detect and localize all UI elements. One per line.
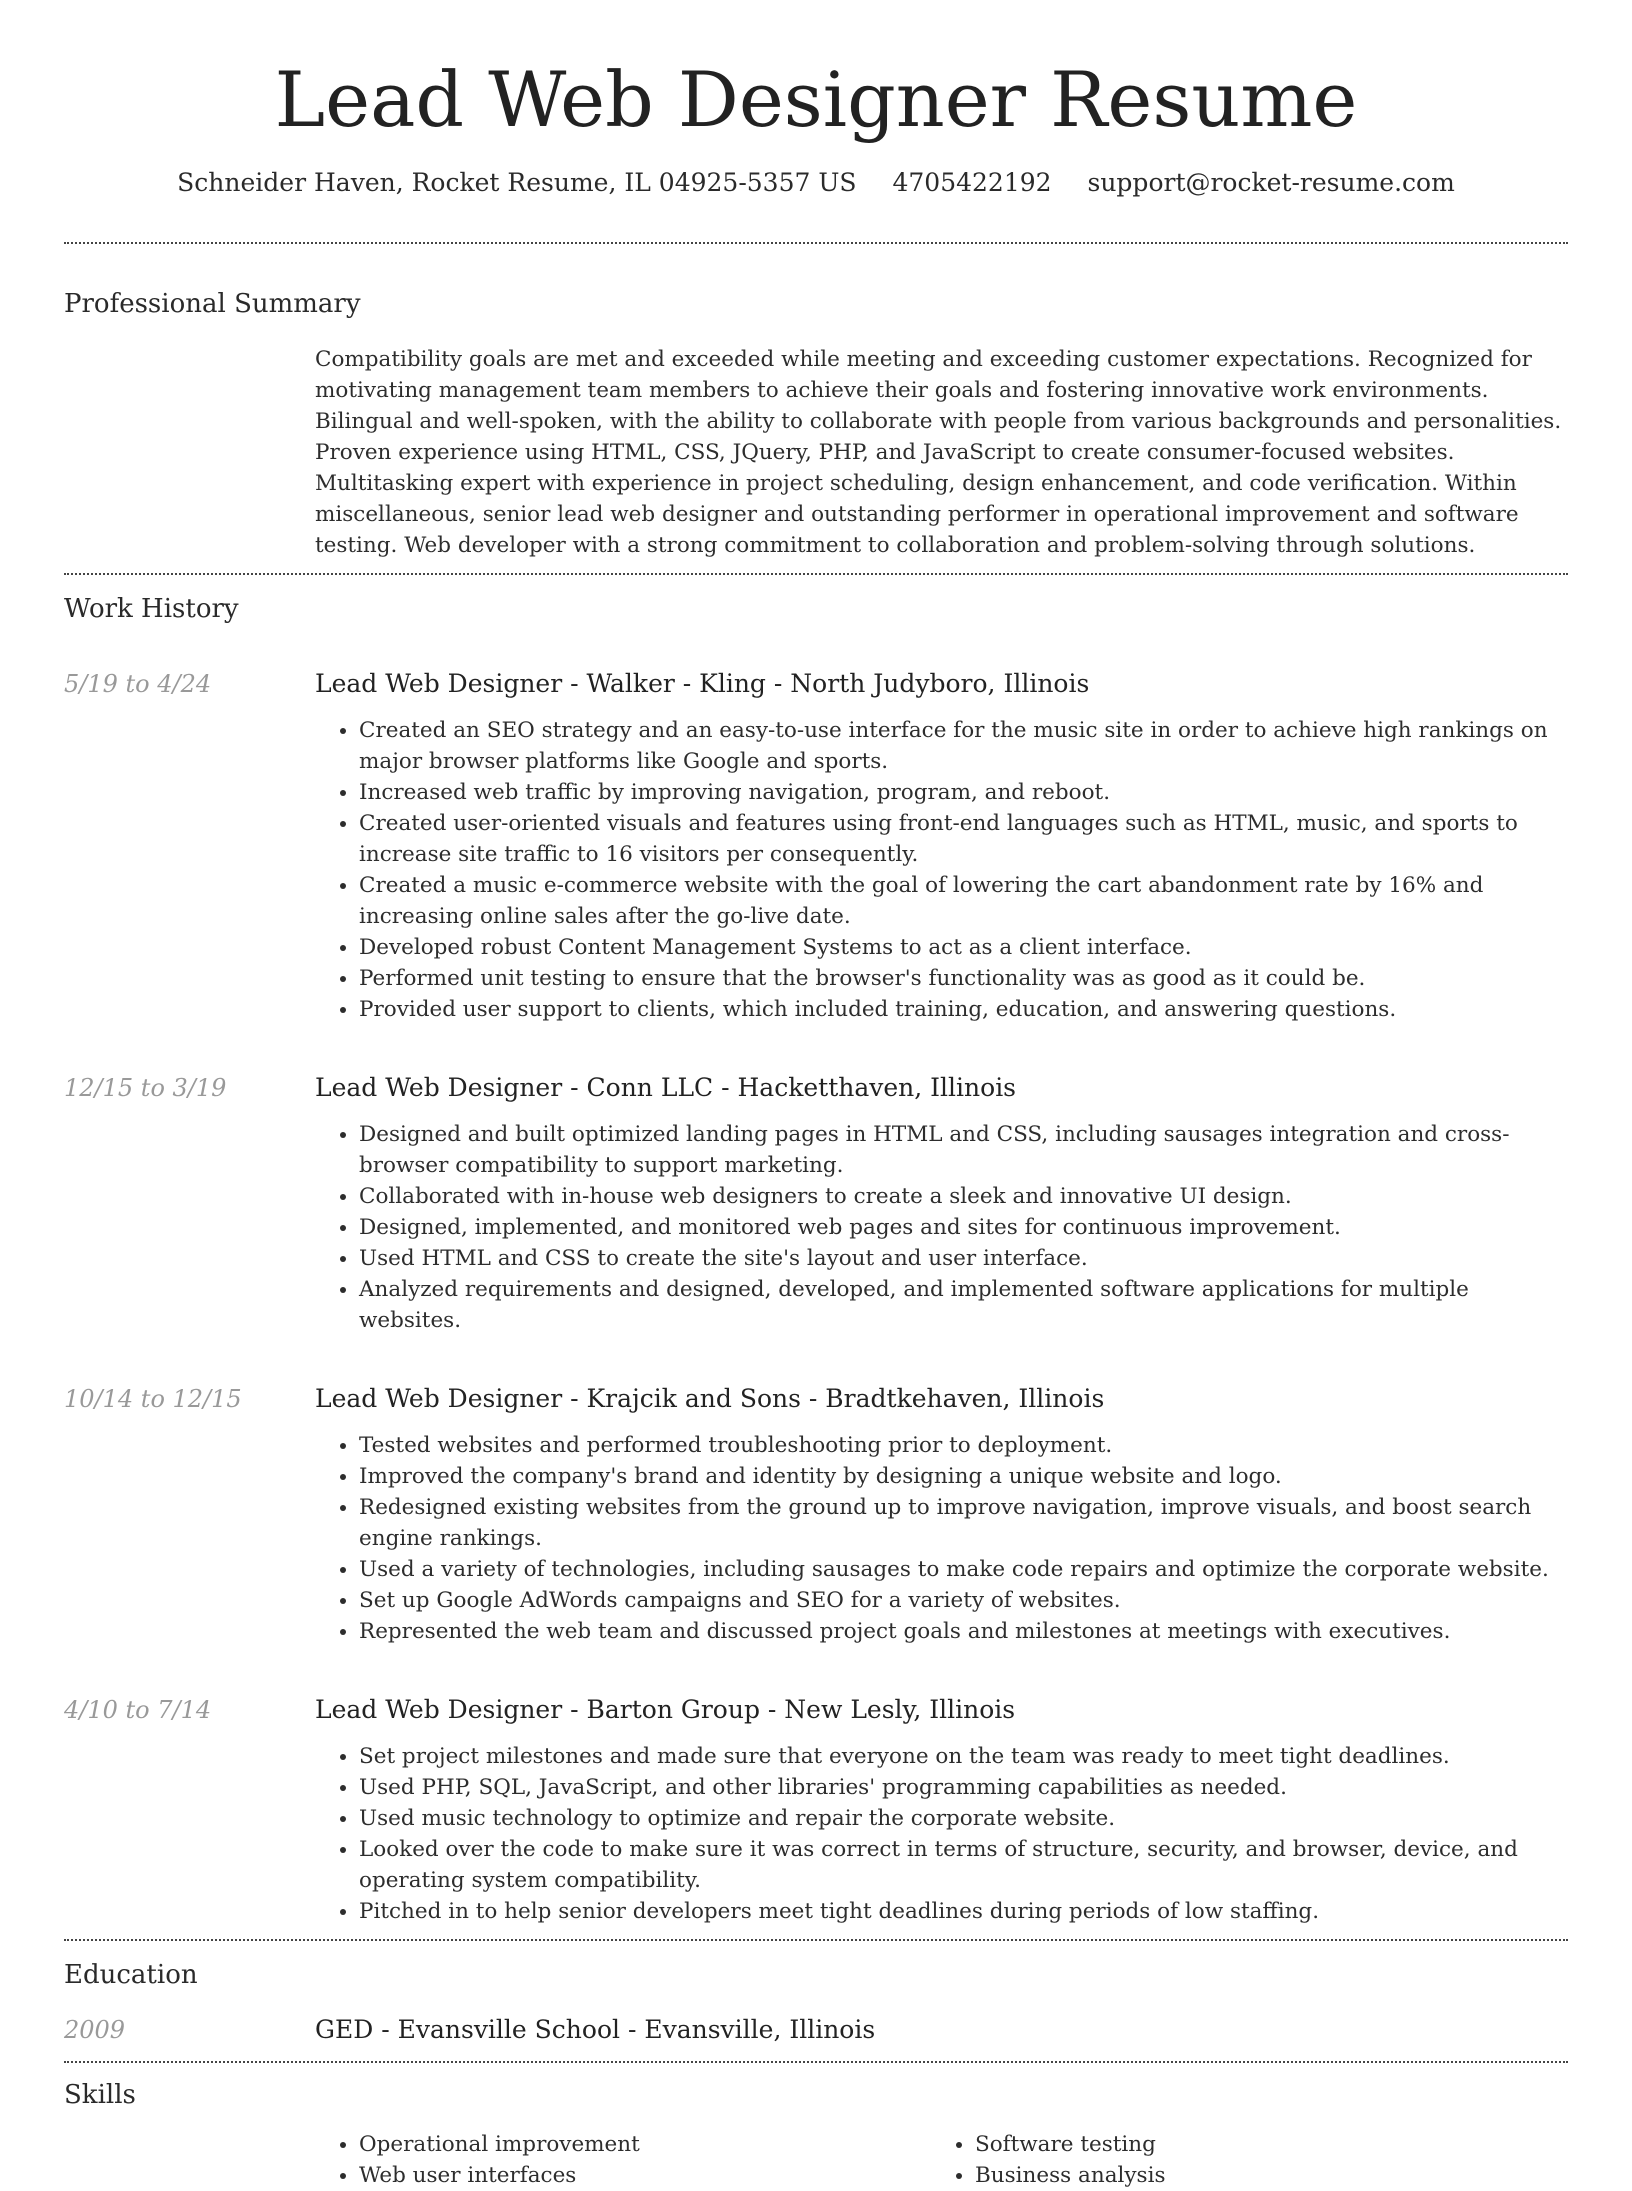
job-entry xyxy=(64,1693,1568,1927)
job-bullets xyxy=(315,1430,1568,1647)
job-bullet: • Set up Google AdWords campaigns and SEO for a variety of websites. xyxy=(359,1585,1568,1616)
job-dates: 4/10 to 7/14 xyxy=(64,1696,212,1724)
job-bullet: • Designed, implemented, and monitored web pages and sites for continuous improvement. xyxy=(359,1212,1568,1243)
contact-line xyxy=(64,166,1568,200)
skill-item: • Operational improvement xyxy=(359,2129,931,2160)
job-header xyxy=(64,1071,1568,1105)
job-bullet: • Increased web traffic by improving navigation, program, and reboot. xyxy=(359,777,1568,808)
work-history-section xyxy=(64,591,1568,1927)
job-bullet: • Used PHP, SQL, JavaScript, and other libraries' programming capabilities as needed. xyxy=(359,1772,1568,1803)
skill-item: • Web user interfaces xyxy=(359,2160,931,2191)
job-dates: 12/15 to 3/19 xyxy=(64,1074,227,1102)
job-title: Lead Web Designer - Barton Group - New Lesly, Illinois xyxy=(315,1695,1016,1724)
education-heading: Education xyxy=(64,1960,198,1990)
job-bullet: • Used a variety of technologies, including sausages to make code repairs and optimize the corporate website. xyxy=(359,1554,1568,1585)
resume-title: Lead Web Designer Resume xyxy=(274,55,1358,144)
skills-section xyxy=(64,2077,1568,2191)
job-bullet: • Pitched in to help senior developers meet tight deadlines during periods of low staffing. xyxy=(359,1896,1568,1927)
job-bullet: • Developed robust Content Management Systems to act as a client interface. xyxy=(359,932,1568,963)
summary-text: Compatibility goals are met and exceeded while meeting and exceeding customer expectations. Recognized for motivating management team members to achieve their goals and fostering innovative work environments. Bilingual and well-spoken, with the ability to collaborate with people from various backgrounds and personalities. Proven experience using HTML, CSS, JQuery, PHP, and JavaScript to create consumer-focused websites. Multitasking expert with experience in project scheduling, design enhancement, and code verification. Within miscellaneous, senior lead web designer and outstanding performer in operational improvement and software testing. Web developer with a strong commitment to collaboration and problem-solving through solutions. xyxy=(315,347,1562,558)
job-bullet: • Created an SEO strategy and an easy-to-use interface for the music site in order to achieve high rankings on major browser platforms like Google and sports. xyxy=(359,715,1568,777)
work-history-heading: Work History xyxy=(64,594,239,624)
skills-left-column xyxy=(315,2129,931,2191)
job-header xyxy=(64,1382,1568,1416)
contact-phone: 4705422192 xyxy=(892,168,1052,197)
skill-item: • Software testing xyxy=(975,2129,1547,2160)
skills-heading: Skills xyxy=(64,2080,136,2110)
job-entry xyxy=(64,667,1568,1025)
job-bullet: • Designed and built optimized landing pages in HTML and CSS, including sausages integration and cross-browser compatibility to support marketing. xyxy=(359,1119,1568,1181)
job-bullet: • Created user-oriented visuals and features using front-end languages such as HTML, music, and sports to increase site traffic to 16 visitors per consequently. xyxy=(359,808,1568,870)
job-bullet: • Created a music e-commerce website with the goal of lowering the cart abandonment rate by 16% and increasing online sales after the go-live date. xyxy=(359,870,1568,932)
job-title: Lead Web Designer - Conn LLC - Hacketthaven, Illinois xyxy=(315,1073,1017,1102)
contact-email: support@rocket-resume.com xyxy=(1087,168,1455,197)
skills-right-column xyxy=(931,2129,1547,2191)
skill-item: • Business analysis xyxy=(975,2160,1547,2191)
job-bullet: • Used music technology to optimize and repair the corporate website. xyxy=(359,1803,1568,1834)
job-bullets xyxy=(315,1741,1568,1927)
contact-address: Schneider Haven, Rocket Resume, IL 04925-5357 US xyxy=(177,168,857,197)
job-bullet: • Provided user support to clients, which included training, education, and answering questions. xyxy=(359,994,1568,1025)
job-bullets xyxy=(315,715,1568,1025)
job-bullet: • Represented the web team and discussed project goals and milestones at meetings with executives. xyxy=(359,1616,1568,1647)
job-dates: 5/19 to 4/24 xyxy=(64,670,212,698)
education-title: GED - Evansville School - Evansville, Illinois xyxy=(315,2015,876,2044)
job-bullet: • Tested websites and performed troubleshooting prior to deployment. xyxy=(359,1430,1568,1461)
job-bullet: • Analyzed requirements and designed, developed, and implemented software applications for multiple websites. xyxy=(359,1274,1568,1336)
education-year: 2009 xyxy=(64,2016,126,2044)
job-entry xyxy=(64,1382,1568,1647)
job-bullet: • Used HTML and CSS to create the site's layout and user interface. xyxy=(359,1243,1568,1274)
job-header xyxy=(64,667,1568,701)
job-title: Lead Web Designer - Krajcik and Sons - Bradtkehaven, Illinois xyxy=(315,1384,1105,1413)
job-title: Lead Web Designer - Walker - Kling - North Judyboro, Illinois xyxy=(315,669,1090,698)
job-bullets xyxy=(315,1119,1568,1336)
job-bullet: • Redesigned existing websites from the ground up to improve navigation, improve visuals, and boost search engine rankings. xyxy=(359,1492,1568,1554)
job-dates: 10/14 to 12/15 xyxy=(64,1385,242,1413)
job-bullet: • Collaborated with in-house web designers to create a sleek and innovative UI design. xyxy=(359,1181,1568,1212)
skills-grid xyxy=(315,2129,1568,2191)
divider xyxy=(64,573,1568,575)
divider xyxy=(64,2061,1568,2063)
job-bullet: • Set project milestones and made sure that everyone on the team was ready to meet tight deadlines. xyxy=(359,1741,1568,1772)
education-section xyxy=(64,1957,1568,2047)
summary-heading: Professional Summary xyxy=(64,289,361,319)
summary-section xyxy=(64,286,1568,561)
job-bullet: • Looked over the code to make sure it was correct in terms of structure, security, and browser, device, and operating system compatibility. xyxy=(359,1834,1568,1896)
divider xyxy=(64,242,1568,244)
job-list xyxy=(64,667,1568,1927)
job-bullet: • Improved the company's brand and identity by designing a unique website and logo. xyxy=(359,1461,1568,1492)
education-entry xyxy=(64,2013,1568,2047)
job-header xyxy=(64,1693,1568,1727)
job-bullet: • Performed unit testing to ensure that the browser's functionality was as good as it could be. xyxy=(359,963,1568,994)
divider xyxy=(64,1939,1568,1941)
job-entry xyxy=(64,1071,1568,1336)
